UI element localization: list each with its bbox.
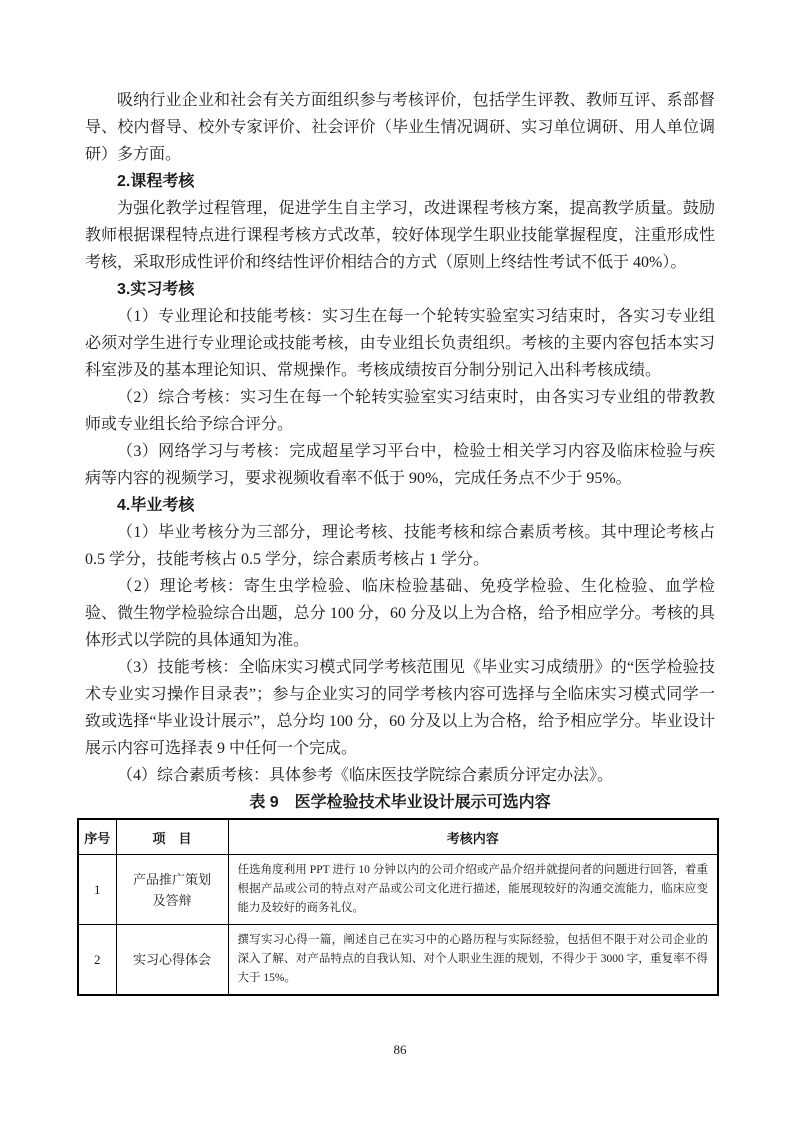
- heading-internship-assessment: 3.实习考核: [117, 281, 195, 298]
- row-number-cell: 2: [78, 925, 116, 996]
- column-header-item: 项 目: [116, 819, 228, 855]
- intro-paragraph: 吸纳行业企业和社会有关方面组织参与考核评价，包括学生评教、教师互评、系部督导、校内督导、校外专家评价、社会评价（毕业生情况调研、实习单位调研、用人单位调研）多方面。: [85, 92, 715, 163]
- row-content-cell: 撰写实习心得一篇，阐述自己在实习中的心路历程与实际经验，包括但不限于对公司企业的深入了解、对产品特点的自我认知、对个人职业生涯的规划，不得少于 3000 字，重复率不得大于 15%。: [228, 925, 718, 996]
- row-item-cell: 实习心得体会: [116, 925, 228, 996]
- row-number-cell: 1: [78, 855, 116, 925]
- column-header-number: 序号: [78, 819, 116, 855]
- graduation-para-skill: （3）技能考核：全临床实习模式同学考核范围见《毕业实习成绩册》的“医学检验技术专业实习操作目录表”；参与企业实习的同学考核内容可选择与全临床实习模式同学一致或选择“毕业设计展示”，总分均 100 分，60 分及以上为合格，给予相应学分。毕业设计展示内容可选择表 9 中任何一个完成。: [85, 659, 715, 757]
- heading-graduation-assessment: 4.毕业考核: [117, 497, 195, 514]
- table-title: 表 9 医学检验技术毕业设计展示可选内容: [249, 794, 551, 811]
- table-row: [78, 855, 718, 925]
- graduation-design-options-table: [77, 818, 719, 996]
- page-number: 86: [393, 1042, 407, 1057]
- internship-para-comprehensive: （2）综合考核：实习生在每一个轮转实验室实习结束时，由各实习专业组的带教教师或专业组长给予综合评分。: [85, 389, 715, 433]
- graduation-para-quality: （4）综合素质考核：具体参考《临床医技学院综合素质分评定办法》。: [117, 767, 614, 784]
- table-header-row: [78, 819, 718, 855]
- heading-course-assessment: 2.课程考核: [117, 173, 195, 190]
- internship-para-online-learning: （3）网络学习与考核：完成超星学习平台中，检验士相关学习内容及临床检验与疾病等内容的视频学习，要求视频收看率不低于 90%，完成任务点不少于 95%。: [85, 443, 715, 487]
- row-item-cell: 产品推广策划及答辩: [116, 855, 228, 925]
- course-assessment-paragraph: 为强化教学过程管理，促进学生自主学习，改进课程考核方案，提高教学质量。鼓励教师根据课程特点进行课程考核方式改革，较好体现学生职业技能掌握程度，注重形成性考核，采取形成性评价和终结性评价相结合的方式（原则上终结性考试不低于 40%）。: [85, 200, 715, 271]
- graduation-para-theory: （2）理论考核：寄生虫学检验、临床检验基础、免疫学检验、生化检验、血学检验、微生物学检验综合出题，总分 100 分，60 分及以上为合格，给予相应学分。考核的具体形式以学院的具体通知为准。: [85, 578, 715, 649]
- table-row: [78, 925, 718, 996]
- row-content-cell: 任选角度利用 PPT 进行 10 分钟以内的公司介绍或产品介绍并就提问者的问题进行回答，着重根据产品或公司的特点对产品或公司文化进行描述，能展现较好的沟通交流能力，临床应变能力及较好的商务礼仪。: [228, 855, 718, 925]
- column-header-content: 考核内容: [228, 819, 718, 855]
- internship-para-theory-skill: （1）专业理论和技能考核：实习生在每一个轮转实验室实习结束时，各实习专业组必须对学生进行专业理论或技能考核，由专业组长负责组织。考核的主要内容包括本实习科室涉及的基本理论知识、常规操作。考核成绩按百分制分别记入出科考核成绩。: [85, 308, 715, 379]
- graduation-para-overview: （1）毕业考核分为三部分，理论考核、技能考核和综合素质考核。其中理论考核占 0.5 学分，技能考核占 0.5 学分，综合素质考核占 1 学分。: [85, 524, 715, 568]
